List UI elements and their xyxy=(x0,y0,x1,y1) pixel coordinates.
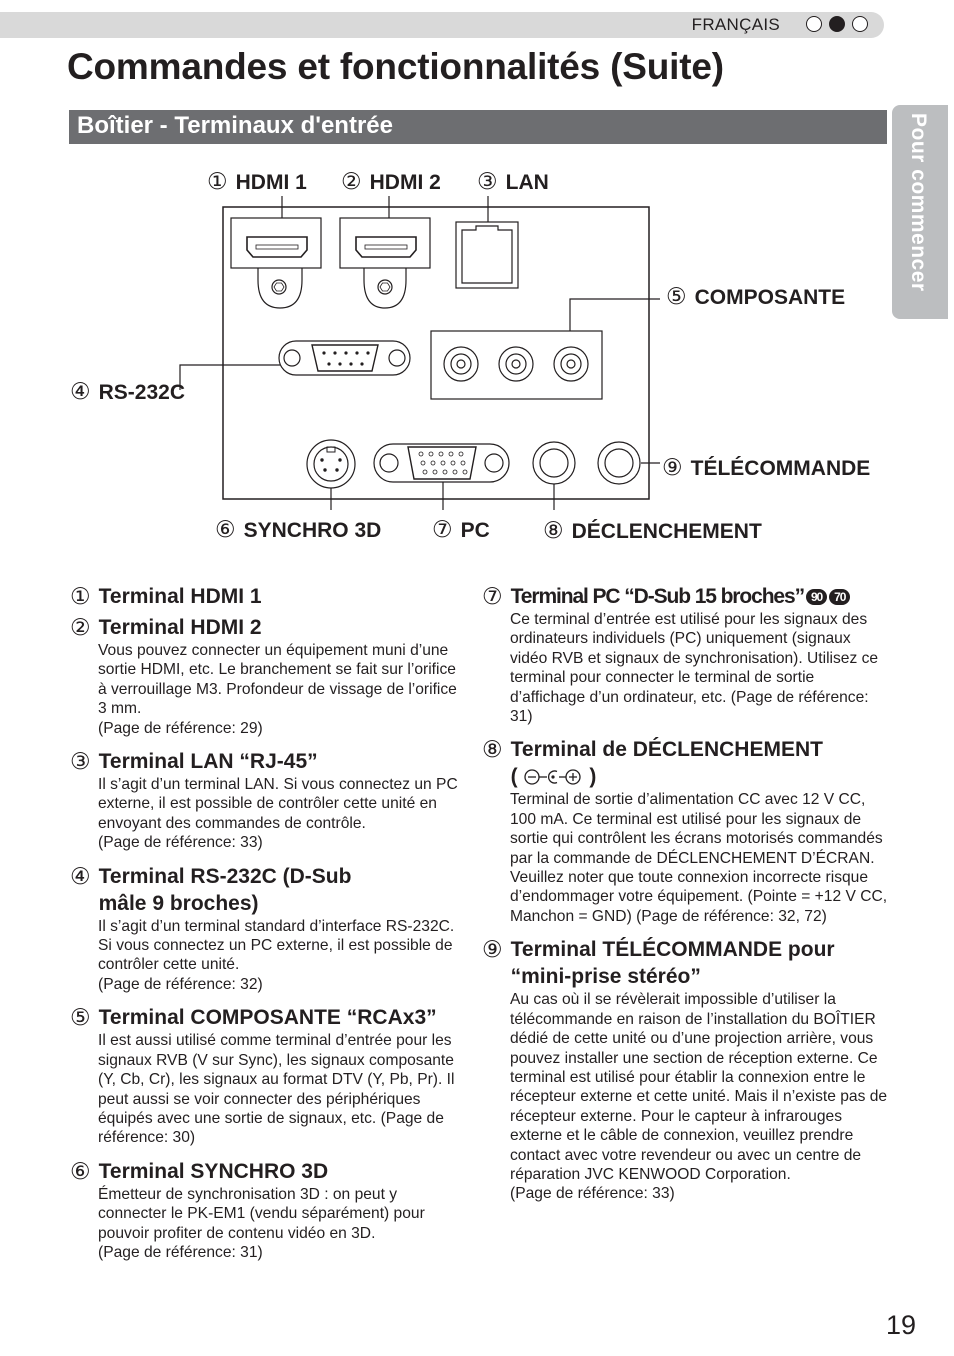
label-number: ⑨ xyxy=(662,454,683,480)
label-lan xyxy=(477,168,549,195)
trigger-port-icon xyxy=(533,442,575,484)
item-title: Terminal COMPOSANTE “RCAx3” xyxy=(98,1006,437,1030)
language-indicator xyxy=(806,16,868,32)
label-composante xyxy=(666,283,845,310)
label-number: ⑦ xyxy=(432,516,453,542)
hdmi2-port-icon xyxy=(340,218,430,308)
sync3d-port-icon xyxy=(307,440,355,488)
component-port-icon xyxy=(431,331,602,399)
chapter-tab-label: Pour commencer xyxy=(907,113,930,292)
item-pc xyxy=(482,583,890,726)
hdmi1-port-icon xyxy=(231,218,321,308)
paren: ) xyxy=(589,765,597,789)
item-number: ⑨ xyxy=(482,936,503,963)
label-text: DÉCLENCHEMENT xyxy=(571,520,762,543)
page-number: 19 xyxy=(886,1310,917,1340)
item-heading xyxy=(70,614,468,641)
label-text: RS-232C xyxy=(98,381,185,404)
section-title: Boîtier - Terminaux d'entrée xyxy=(77,112,393,139)
item-rs232c xyxy=(70,863,468,995)
label-hdmi2 xyxy=(341,168,441,195)
label-text: LAN xyxy=(505,171,549,194)
item-number: ⑥ xyxy=(70,1157,91,1184)
item-title: Terminal LAN “RJ-45” xyxy=(98,750,318,774)
item-heading xyxy=(482,736,890,790)
item-title: Terminal de DÉCLENCHEMENT xyxy=(510,738,823,762)
item-page-ref: (Page de référence: 33) xyxy=(98,834,263,852)
item-title-wrap xyxy=(511,736,890,790)
item-number: ⑤ xyxy=(70,1004,91,1031)
item-description: Vous pouvez connecter un équipement muni d’une sortie HDMI, etc. Le branchement se fait sur l’orifice à verrouillage M3. Profondeur de vissage de l’orifice 3 mm. xyxy=(98,642,457,718)
item-page-ref: (Page de référence: 33) xyxy=(510,1185,675,1203)
item-description: Terminal de sortie d’alimentation CC avec 12 V CC, 100 mA. Ce terminal est utilisé pour les signaux de sortie qui contrôlent les écrans motorisés commandés par la commande de DÉCLENCHEMENT D’ÉCRAN. Veuillez noter que toute connexion incorrecte risque d’endommager votre équipement. (Pointe = +12 V CC, Manchon = GND) (Page de référence: 32, 72) xyxy=(510,791,888,925)
panel-frame xyxy=(223,207,649,499)
language-dot-active xyxy=(829,16,845,32)
model-badge: 90 xyxy=(806,589,827,605)
description-column-right xyxy=(482,583,890,1214)
label-number: ⑤ xyxy=(666,283,687,309)
item-hdmi2 xyxy=(70,614,468,738)
label-text: PC xyxy=(460,519,490,542)
label-pc xyxy=(432,516,490,543)
item-description: Il est aussi utilisé comme terminal d’entrée pour les signaux RVB (V sur Sync), les signaux composante (Y, Cb, Cr), les signaux au format DTV (Y, Pb, Pr). Il peut aussi se voir connecter des périphériques équipés avec une sortie de signaux, etc. (Page de référence: 30) xyxy=(98,1032,455,1147)
item-page-ref: (Page de référence: 31) xyxy=(98,1243,263,1261)
language-dot xyxy=(806,16,822,32)
item-synchro xyxy=(70,1158,468,1263)
page-title: Commandes et fonctionnalités (Suite) xyxy=(67,46,724,87)
item-heading xyxy=(482,583,890,610)
item-description: Ce terminal d’entrée est utilisé pour les signaux des ordinateurs individuels (PC) uniquement (signaux vidéo RVB et signaux de synchronisation). Utilisez ce terminal pour connecter le terminal de sortie d’affichage d’un ordinateur, etc. (Page de référence: 31) xyxy=(510,611,879,726)
label-text: HDMI 2 xyxy=(369,171,441,194)
item-number: ⑧ xyxy=(482,736,503,763)
section-header xyxy=(69,110,887,144)
leader-line-rs232c xyxy=(180,365,280,390)
item-title: Terminal HDMI 2 xyxy=(98,616,262,639)
item-number: ① xyxy=(70,583,91,609)
item-heading xyxy=(70,1004,468,1031)
item-description: Il s’agit d’un terminal LAN. Si vous connectez un PC externe, il est possible de contrôler cette unité en envoyant des commandes de contrôle. xyxy=(98,776,458,832)
label-text: TÉLÉCOMMANDE xyxy=(690,457,871,480)
item-number: ② xyxy=(70,614,91,640)
item-number: ③ xyxy=(70,748,91,775)
item-heading xyxy=(70,583,468,610)
item-description: Émetteur de synchronisation 3D : on peut y connecter le PK-EM1 (vendu séparément) pour pouvoir profiter de contenu vidéo en 3D. xyxy=(98,1185,425,1242)
language-dot xyxy=(852,16,868,32)
remote-port-icon xyxy=(598,442,640,484)
item-heading xyxy=(70,1158,468,1185)
leader-line-composante xyxy=(570,299,660,331)
model-badge: 70 xyxy=(829,589,850,605)
item-title: Terminal PC “D-Sub 15 broches” xyxy=(510,585,804,608)
lan-port-icon xyxy=(456,222,518,288)
item-number: ④ xyxy=(70,862,91,889)
language-label: FRANÇAIS xyxy=(691,15,780,34)
label-number: ② xyxy=(341,168,362,194)
item-heading xyxy=(70,863,468,917)
item-lan xyxy=(70,748,468,853)
item-title: Terminal TÉLÉCOMMANDE pour “mini-prise stéréo” xyxy=(510,938,835,989)
item-hdmi1 xyxy=(70,583,468,610)
pc-port-icon xyxy=(374,444,509,482)
label-number: ⑧ xyxy=(543,517,564,543)
paren: ( xyxy=(510,765,518,789)
item-declenchement xyxy=(482,736,890,926)
item-description: Au cas où il se révèlerait impossible d’utiliser la télécommande en raison de l’installation du BOÎTIER dédié de cette unité ou d’une projection arrière, vous pouvez installer une section de réception externe. Ce terminal est utilisé pour établir la connexion entre le récepteur externe et cette unité. Mais il n’existe pas de récepteur externe. Pour le capteur à infrarouges externe et le câble de connexion, veuillez prendre contact avec votre revendeur ou avec un centre de réparation JVC KENWOOD Corporation. xyxy=(510,991,888,1183)
label-rs232c xyxy=(70,378,185,405)
item-title-wrap xyxy=(511,583,890,610)
item-page-ref: (Page de référence: 32) xyxy=(98,975,263,993)
label-number: ④ xyxy=(70,378,91,404)
terminal-panel-diagram xyxy=(0,150,954,550)
label-telecommande xyxy=(662,454,870,481)
description-column-left xyxy=(70,583,468,1272)
label-number: ① xyxy=(207,168,228,194)
label-declenchement xyxy=(543,517,762,544)
label-text: HDMI 1 xyxy=(235,171,307,194)
item-telecommande xyxy=(482,936,890,1203)
label-number: ⑥ xyxy=(215,516,236,542)
item-composante xyxy=(70,1004,468,1147)
label-number: ③ xyxy=(477,168,498,194)
item-heading xyxy=(70,748,468,775)
item-heading xyxy=(482,936,890,990)
rs232c-port-icon xyxy=(279,341,410,375)
item-title: Terminal HDMI 1 xyxy=(98,585,262,608)
label-text: COMPOSANTE xyxy=(694,286,846,309)
label-hdmi1 xyxy=(207,168,307,195)
polarity-symbol-icon xyxy=(523,768,583,786)
label-synchro xyxy=(215,516,381,543)
header-bar xyxy=(0,12,884,38)
item-number: ⑦ xyxy=(482,583,503,609)
item-page-ref: (Page de référence: 29) xyxy=(98,719,263,737)
item-title: Terminal RS-232C (D-Sub mâle 9 broches) xyxy=(98,864,352,915)
label-text: SYNCHRO 3D xyxy=(243,519,382,542)
item-description: Il s’agit d’un terminal standard d’interface RS-232C. Si vous connectez un PC externe, il est possible de contrôler cette unité. xyxy=(98,917,455,974)
item-title: Terminal SYNCHRO 3D xyxy=(98,1159,329,1183)
